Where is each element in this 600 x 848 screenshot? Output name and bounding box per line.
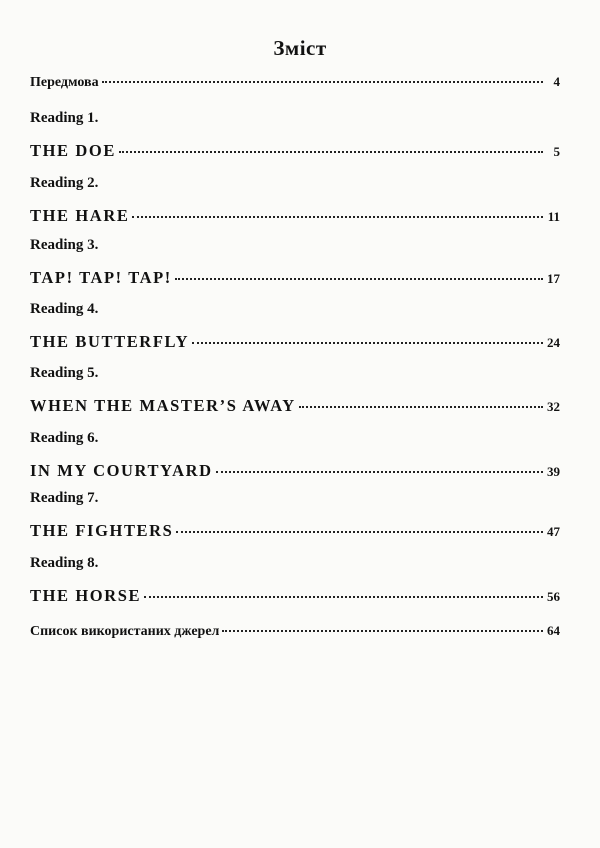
toc-page-number: 56 bbox=[547, 589, 560, 604]
reading-title: THE BUTTERFLY bbox=[30, 332, 190, 351]
toc-entry-reading-8 bbox=[30, 553, 560, 607]
reading-label: Reading 8. bbox=[30, 555, 99, 571]
dot-leader bbox=[119, 151, 543, 153]
dot-leader bbox=[216, 471, 543, 473]
toc-entry-reading-4 bbox=[30, 299, 560, 353]
dot-leader bbox=[144, 596, 543, 598]
toc-entry-reading-7 bbox=[30, 488, 560, 542]
toc-page-number: 4 bbox=[553, 74, 560, 89]
toc-entry-text: Список використаних джерел bbox=[30, 624, 220, 639]
reading-title: WHEN THE MASTER’S AWAY bbox=[30, 396, 296, 415]
toc-entry-reading-6 bbox=[30, 428, 560, 482]
reading-title: TAP! TAP! TAP! bbox=[30, 268, 172, 287]
toc-page-number: 64 bbox=[547, 623, 560, 638]
dot-leader bbox=[176, 531, 543, 533]
toc-page-number: 11 bbox=[547, 209, 560, 224]
reading-title: THE DOE bbox=[30, 141, 116, 160]
reading-label: Reading 5. bbox=[30, 365, 99, 381]
toc-page-number: 24 bbox=[547, 335, 560, 350]
toc-entry-reading-5 bbox=[30, 363, 560, 417]
toc-entry-reading-2 bbox=[30, 173, 560, 227]
reading-title: THE HORSE bbox=[30, 586, 142, 605]
toc-entry-reading-3 bbox=[30, 235, 560, 289]
reading-label: Reading 7. bbox=[30, 490, 99, 506]
reading-label: Reading 6. bbox=[30, 430, 99, 446]
reading-title: IN MY COURTYARD bbox=[30, 461, 213, 480]
toc-page-number: 47 bbox=[547, 524, 560, 539]
dot-leader bbox=[192, 342, 543, 344]
dot-leader bbox=[222, 630, 543, 632]
toc-page-number: 32 bbox=[547, 399, 560, 414]
reading-title: THE FIGHTERS bbox=[30, 521, 174, 540]
dot-leader bbox=[132, 216, 543, 218]
toc-entry-sources bbox=[30, 620, 560, 642]
reading-title: THE HARE bbox=[30, 206, 130, 225]
toc-title: Зміст bbox=[273, 36, 327, 60]
toc-page-number: 17 bbox=[547, 271, 560, 286]
dot-leader bbox=[175, 278, 543, 280]
reading-label: Reading 3. bbox=[30, 237, 99, 253]
reading-label: Reading 4. bbox=[30, 301, 99, 317]
toc-entry-preface bbox=[30, 71, 560, 93]
toc-page-number: 5 bbox=[553, 144, 560, 159]
dot-leader bbox=[299, 406, 543, 408]
toc-page-number: 39 bbox=[547, 464, 560, 479]
toc-entry-text: Передмова bbox=[30, 75, 99, 90]
reading-label: Reading 2. bbox=[30, 175, 99, 191]
dot-leader bbox=[102, 81, 543, 83]
toc-entry-reading-1 bbox=[30, 108, 560, 162]
reading-label: Reading 1. bbox=[30, 110, 99, 126]
